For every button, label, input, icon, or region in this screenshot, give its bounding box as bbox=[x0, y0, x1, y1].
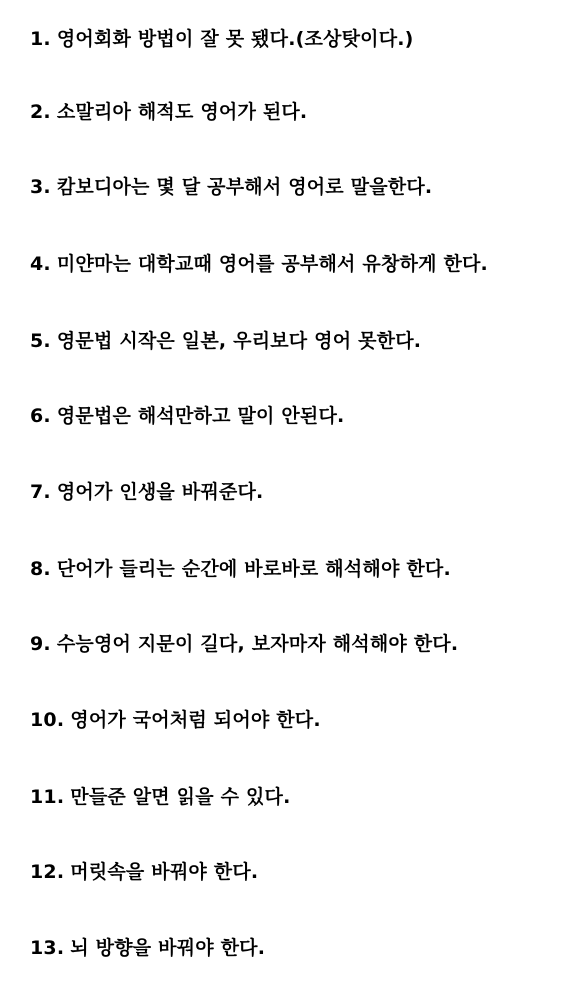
item-text: 영어가 국어처럼 되어야 한다. bbox=[70, 709, 321, 731]
list-item bbox=[30, 782, 290, 812]
item-number: 7. bbox=[30, 481, 51, 503]
item-text: 영문법 시작은 일본, 우리보다 영어 못한다. bbox=[56, 330, 422, 352]
list-item bbox=[30, 172, 432, 202]
item-number: 2. bbox=[30, 101, 51, 123]
list-item bbox=[30, 554, 451, 584]
item-number: 8. bbox=[30, 558, 51, 580]
item-number: 11. bbox=[30, 786, 65, 808]
list-item bbox=[30, 477, 263, 507]
item-number: 13. bbox=[30, 937, 65, 959]
item-text: 수능영어 지문이 길다, 보자마자 해석해야 한다. bbox=[56, 633, 459, 655]
list-item bbox=[30, 24, 414, 54]
list-item bbox=[30, 249, 488, 279]
list-item bbox=[30, 705, 321, 735]
item-number: 4. bbox=[30, 253, 51, 275]
item-text: 영어회화 방법이 잘 못 됐다.(조상탓이다.) bbox=[56, 28, 414, 50]
item-number: 9. bbox=[30, 633, 51, 655]
item-text: 만들준 알면 읽을 수 있다. bbox=[70, 786, 291, 808]
item-text: 캄보디아는 몇 달 공부해서 영어로 말을한다. bbox=[56, 176, 433, 198]
list-item bbox=[30, 326, 421, 356]
item-text: 뇌 방향을 바꿔야 한다. bbox=[70, 937, 266, 959]
item-text: 미얀마는 대학교때 영어를 공부해서 유창하게 한다. bbox=[56, 253, 488, 275]
item-text: 영문법은 해석만하고 말이 안된다. bbox=[56, 405, 345, 427]
item-number: 3. bbox=[30, 176, 51, 198]
item-number: 5. bbox=[30, 330, 51, 352]
list-item bbox=[30, 857, 258, 887]
list-item bbox=[30, 933, 265, 963]
item-text: 머릿속을 바꿔야 한다. bbox=[70, 861, 259, 883]
item-number: 12. bbox=[30, 861, 65, 883]
item-number: 10. bbox=[30, 709, 65, 731]
item-text: 소말리아 해적도 영어가 된다. bbox=[56, 101, 308, 123]
item-number: 1. bbox=[30, 28, 51, 50]
item-number: 6. bbox=[30, 405, 51, 427]
list-item bbox=[30, 629, 458, 659]
list-item bbox=[30, 401, 344, 431]
item-text: 영어가 인생을 바꿔준다. bbox=[56, 481, 264, 503]
list-item bbox=[30, 97, 307, 127]
item-text: 단어가 들리는 순간에 바로바로 해석해야 한다. bbox=[56, 558, 451, 580]
